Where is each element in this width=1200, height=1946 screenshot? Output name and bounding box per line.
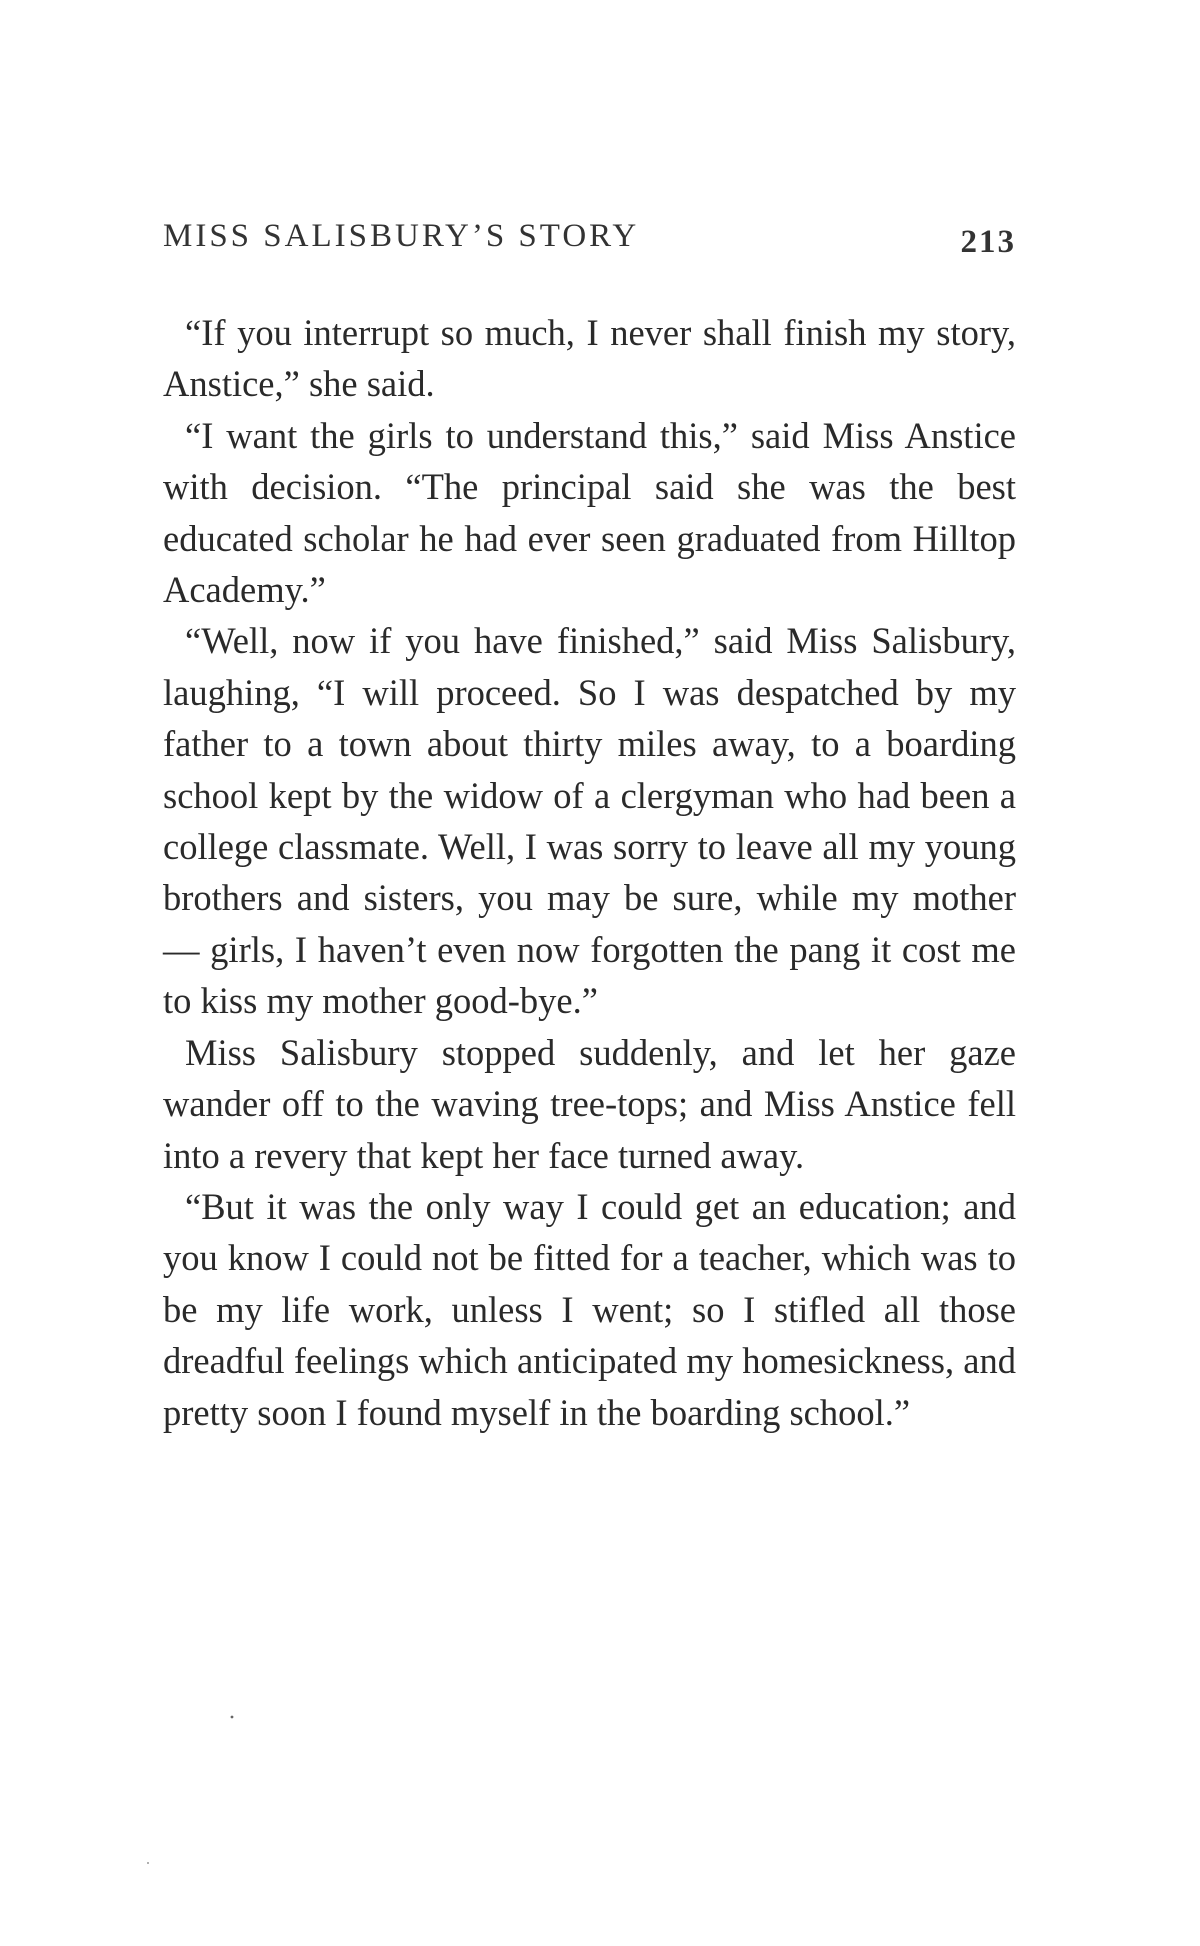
paragraph-5: “But it was the only way I could get an education; and you know I could not be fitted for a teacher, which was to be my life work, unless I went; so I stifled all those dreadful feelings which anticipated my homesickness, and pretty soon I found myself in the boarding school.” xyxy=(163,1185,1016,1433)
ink-speck xyxy=(147,1862,149,1864)
ink-speck xyxy=(231,1716,234,1719)
running-head xyxy=(163,218,1016,268)
running-title: MISS SALISBURY’S STORY xyxy=(163,218,640,254)
page-number: 213 xyxy=(960,224,1016,260)
body-text xyxy=(163,307,1016,1438)
paragraph-1: “If you interrupt so much, I never shall finish my story, Anstice,” she said. xyxy=(163,312,1016,405)
paragraph-3: “Well, now if you have finished,” said Miss Salisbury, laughing, “I will proceed. So I was despatched by my father to a town about thirty miles away, to a boarding school kept by the widow of a clergyman who had been a college classmate. Well, I was sorry to leave all my young brothers and sisters, you may be sure, while my mother — girls, I haven’t even now forgotten the pang it cost me to kiss my mother good-bye.” xyxy=(163,620,1016,1022)
paragraph-4: Miss Salisbury stopped suddenly, and let her gaze wander off to the waving tree-tops; and Miss Anstice fell into a revery that kept her face turned away. xyxy=(163,1031,1016,1176)
paragraph-2: “I want the girls to understand this,” said Miss Anstice with decision. “The principal said she was the best educated scholar he had ever seen graduated from Hilltop Academy.” xyxy=(163,414,1016,611)
